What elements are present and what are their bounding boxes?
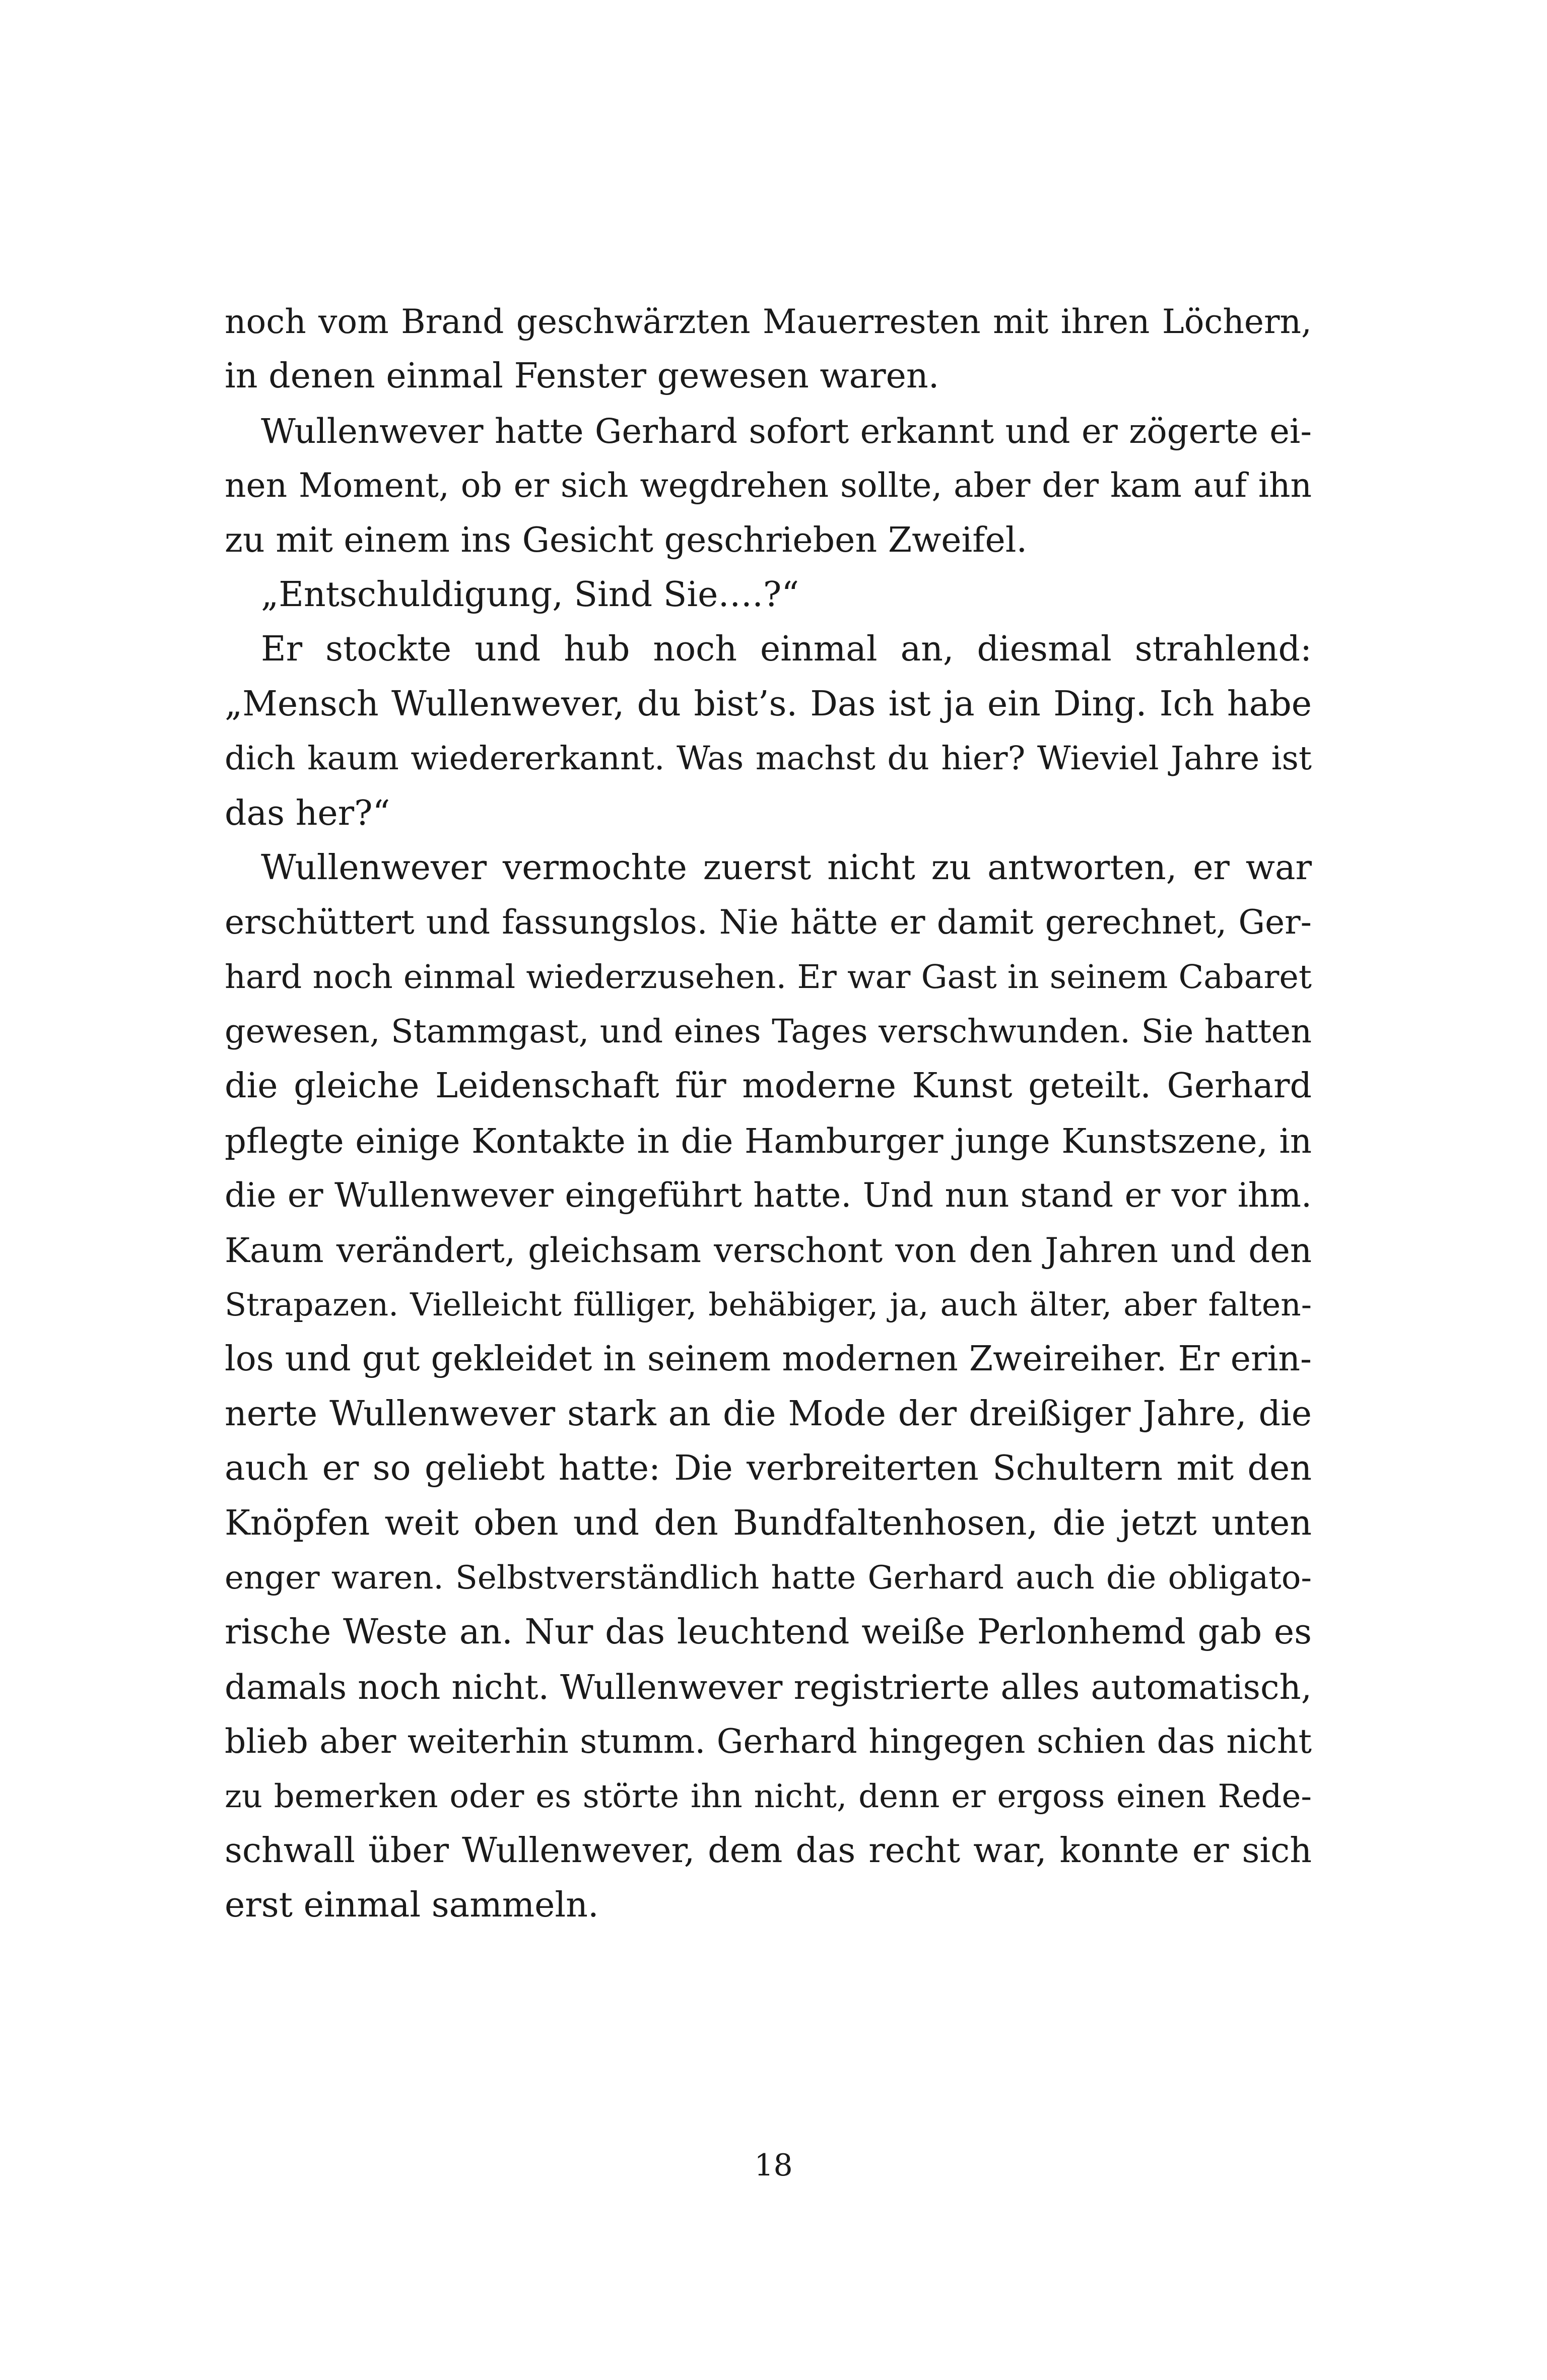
text-line: Er stockte und hub noch einmal an, diesmal strahlend: [261, 629, 1312, 670]
text-line: los und gut gekleidet in seinem modernen Zweireiher. Er erin- [225, 1339, 1312, 1379]
text-line: gewesen, Stammgast, und eines Tages verschwunden. Sie hatten [225, 1013, 1312, 1051]
text-line: zu bemerken oder es störte ihn nicht, denn er ergoss einen Rede- [225, 1777, 1312, 1815]
text-line: dich kaum wiedererkannt. Was machst du hier? Wieviel Jahre ist [225, 740, 1312, 778]
text-line: blieb aber weiterhin stumm. Gerhard hingegen schien das nicht [225, 1722, 1312, 1761]
text-line: hard noch einmal wiederzusehen. Er war Gast in seinem Cabaret [225, 958, 1312, 996]
text-line: damals noch nicht. Wullenwever registrierte alles automatisch, [225, 1667, 1312, 1707]
body-text [225, 295, 1312, 1933]
text-line: „Entschuldigung, Sind Sie….?“ [261, 574, 799, 615]
text-line: noch vom Brand geschwärzten Mauerresten mit ihren Löchern, [225, 302, 1312, 341]
text-line: Wullenwever hatte Gerhard sofort erkannt und er zögerte ei- [261, 411, 1312, 451]
text-line: schwall über Wullenwever, dem das recht war, konnte er sich [225, 1830, 1312, 1871]
text-line: Kaum verändert, gleichsam verschont von den Jahren und den [225, 1230, 1312, 1270]
text-line: zu mit einem ins Gesicht geschrieben Zweifel. [225, 520, 1028, 560]
text-line: nen Moment, ob er sich wegdrehen sollte, aber der kam auf ihn [225, 466, 1312, 505]
text-line: enger waren. Selbstverständlich hatte Gerhard auch die obligato- [225, 1559, 1312, 1597]
text-line: die gleiche Leidenschaft für moderne Kunst geteilt. Gerhard [225, 1066, 1312, 1106]
text-line: „Mensch Wullenwever, du bist’s. Das ist ja ein Ding. Ich habe [225, 684, 1312, 724]
text-line: rische Weste an. Nur das leuchtend weiße Perlonhemd gab es [225, 1612, 1312, 1652]
text-line: Wullenwever vermochte zuerst nicht zu antworten, er war [261, 847, 1312, 888]
text-line: erschüttert und fassungslos. Nie hätte er damit gerechnet, Ger- [225, 903, 1312, 942]
text-line: erst einmal sammeln. [225, 1885, 599, 1926]
text-line: das her?“ [225, 793, 390, 833]
text-line: die er Wullenwever eingeführt hatte. Und nun stand er vor ihm. [225, 1176, 1312, 1215]
text-line: nerte Wullenwever stark an die Mode der dreißiger Jahre, die [225, 1394, 1312, 1434]
text-line: Strapazen. Vielleicht fülliger, behäbiger, ja, auch älter, aber falten- [225, 1286, 1312, 1324]
text-line: in denen einmal Fenster gewesen waren. [225, 356, 939, 396]
page-number: 18 [754, 2148, 793, 2183]
text-line: Knöpfen weit oben und den Bundfaltenhosen, die jetzt unten [225, 1503, 1312, 1543]
text-line: pflegte einige Kontakte in die Hamburger junge Kunstszene, in [225, 1121, 1312, 1161]
text-line: auch er so geliebt hatte: Die verbreiterten Schultern mit den [225, 1448, 1312, 1489]
